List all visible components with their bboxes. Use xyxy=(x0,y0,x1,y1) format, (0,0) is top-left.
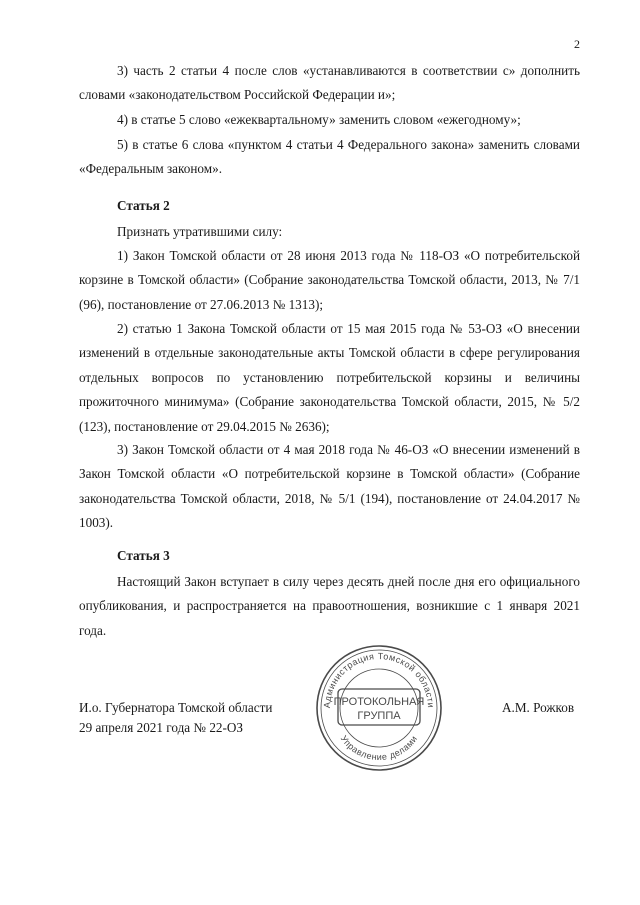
official-stamp xyxy=(314,643,444,773)
repeal-item-1: 1) Закон Томской области от 28 июня 2013 года № 118-ОЗ «О потребительской корзине в Томской области» (Собрание законодательства Томской области, 2013, № 7/1 (96), постановление от 27.06.2013 № 1313); xyxy=(79,248,580,312)
amendment-item-3: 3) часть 2 статьи 4 после слов «устанавливаются в соответствии с» дополнить словами «законодательством Российской Федерации и»; xyxy=(79,63,580,103)
law-date-number: 29 апреля 2021 года № 22-ОЗ xyxy=(79,720,244,735)
page-number: 2 xyxy=(574,37,580,51)
amendment-item-4: 4) в статье 5 слово «ежеквартальному» заменить словом «ежегодному»; xyxy=(117,112,521,127)
repeal-item-3: 3) Закон Томской области от 4 мая 2018 года № 46-ОЗ «О внесении изменений в Закон Томской области «О потребительской корзине в Томской области» (Собрание законодательства Томской области, 2018, № 5/1 (194), постановление от 24.04.2017 № 1003). xyxy=(79,442,580,531)
amendment-item-5: 5) в статье 6 слова «пунктом 4 статьи 4 Федерального закона» заменить словами «Федеральным законом». xyxy=(79,137,580,177)
signatory-name: А.М. Рожков xyxy=(502,700,575,715)
stamp-center-line-1: ПРОТОКОЛЬНАЯ xyxy=(333,696,425,708)
article-2-intro: Признать утратившими силу: xyxy=(117,224,283,239)
signatory-position: И.о. Губернатора Томской области xyxy=(79,700,273,715)
article-3-text: Настоящий Закон вступает в силу через десять дней после дня его официального опубликования, и распространяется на правоотношения, возникшие с 1 января 2021 года. xyxy=(79,574,580,638)
repeal-item-2: 2) статью 1 Закона Томской области от 15 мая 2015 года № 53-ОЗ «О внесении изменений в отдельные законодательные акты Томской области в сфере регулирования отдельных вопросов по установлению потребительской корзины и величины прожиточного минимума» (Собрание законодательства Томской области, 2015, № 5/2 (123), постановление от 29.04.2015 № 2636); xyxy=(79,321,580,434)
article-3-heading: Статья 3 xyxy=(117,548,170,563)
article-2-heading: Статья 2 xyxy=(117,198,170,213)
stamp-center-line-2: ГРУППА xyxy=(357,710,401,722)
stamp-ring-top-text: Администрация Томской области xyxy=(321,650,437,709)
stamp-ring-bottom-text: Управление делами xyxy=(338,733,420,763)
